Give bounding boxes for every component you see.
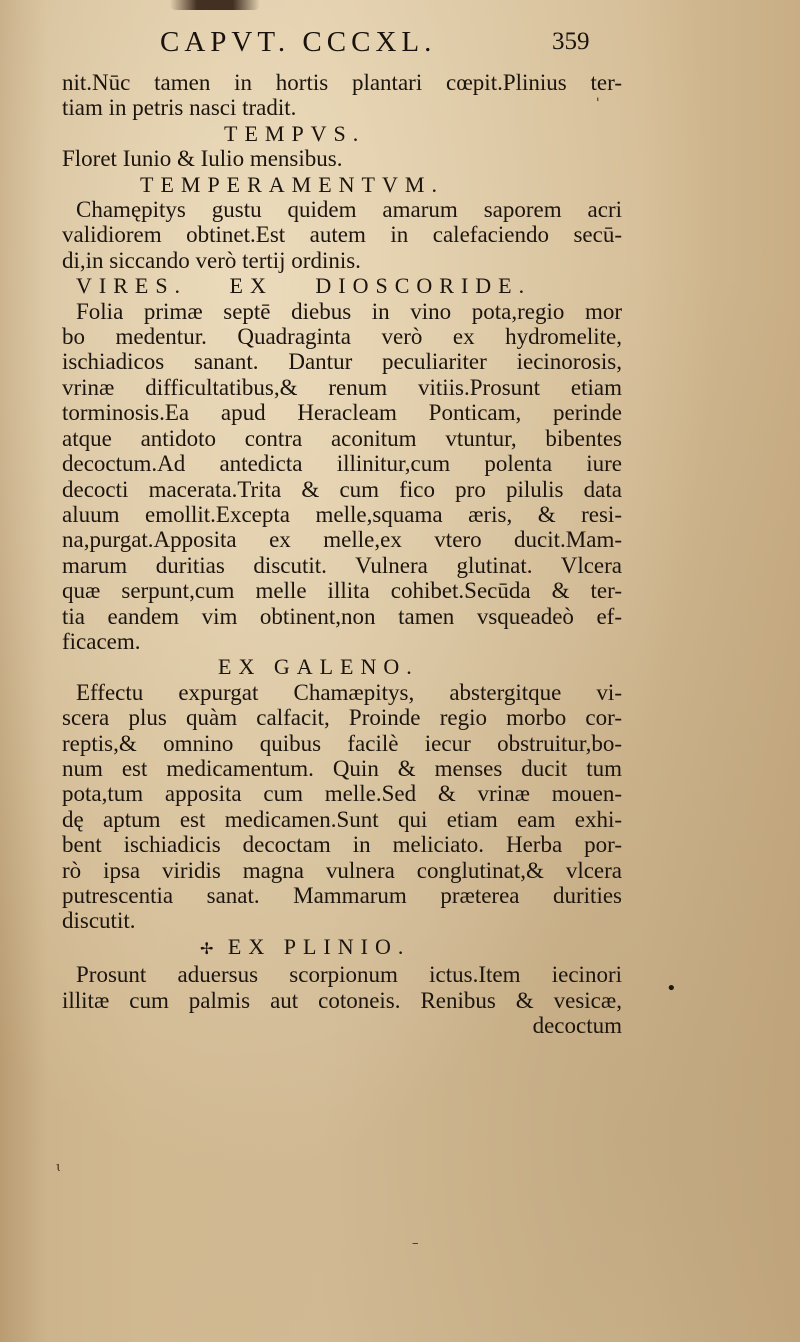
text-line: di,in siccando verò tertij ordinis. [62, 247, 361, 273]
text-line: Effectu expurgat Chamæpitys, abstergitque vi- [76, 679, 622, 705]
text-line: aluum emollit.Excepta melle,squama æris, & resi- [62, 501, 622, 527]
page-number: 359 [552, 28, 590, 55]
section-heading-galeno: EX GALENO. [218, 654, 419, 680]
text-line: dę aptum est medicamen.Sunt qui etiam eam exhi- [62, 806, 622, 832]
margin-bullet-icon: • [666, 978, 677, 999]
text-line: pota,tum apposita cum melle.Sed & vrinæ mouen- [62, 781, 622, 807]
text-line: Prosunt aduersus scorpionum ictus.Item iecinori [76, 962, 622, 988]
text-line: validiorem obtinet.Est autem in calefaciendo secū- [62, 222, 622, 248]
text-line: ficacem. [62, 628, 141, 654]
section-heading-plinio: ✢ EX PLINIO. [200, 933, 411, 959]
section-heading-temperamentum: TEMPERAMENTVM. [140, 171, 444, 197]
text-line: bent ischiadicis decoctam in meliciato. Herba por- [62, 832, 622, 858]
text-line: discutit. [62, 908, 136, 934]
text-line: nit.Nūc tamen in hortis plantari cœpit.Plinius ter- [62, 70, 622, 95]
text-line: torminosis.Ea apud Heracleam Ponticam, perinde [62, 400, 622, 426]
ink-speck: ' [596, 96, 600, 111]
text-line: num est medicamentum. Quin & menses ducit tum [62, 755, 622, 781]
text-line: rò ipsa viridis magna vulnera conglutinat,& vlcera [62, 857, 622, 883]
text-line: decoctum.Ad antedicta illinitur,cum polenta iure [62, 451, 622, 477]
text-line: marum duritias discutit. Vulnera glutinat. Vlcera [62, 552, 622, 578]
catchword: decoctum [532, 1013, 622, 1039]
ink-speck: ɩ [56, 1160, 62, 1175]
text-line: tiam in petris nasci tradit. [62, 95, 297, 121]
text-line: reptis,& omnino quibus facilè iecur obstruitur,bo- [62, 730, 622, 756]
text-line: Folia primæ septē diebus in vino pota,regio mor [76, 298, 622, 324]
text-line: atque antidoto contra aconitum vtuntur, bibentes [62, 425, 622, 451]
body-text [62, 70, 622, 1038]
text-line: na,purgat.Apposita ex melle,ex vtero ducit.Mam- [62, 527, 622, 553]
text-line: scera plus quàm calfacit, Proinde regio morbo cor- [62, 705, 622, 731]
text-line: quæ serpunt,cum melle illita cohibet.Secūda & ter- [62, 578, 622, 604]
top-edge-stain [170, 0, 260, 10]
ink-speck: – [412, 1236, 419, 1251]
section-heading-tempus: TEMPVS. [224, 120, 366, 146]
text-line: illitæ cum palmis aut cotoneis. Renibus & vesicæ, [62, 987, 622, 1013]
text-line: tia eandem vim obtinent,non tamen vsqueadeò ef- [62, 603, 622, 629]
section-heading-vires: VIRES. EX DIOSCORIDE. [76, 273, 532, 299]
text-line: Floret Iunio & Iulio mensibus. [62, 146, 343, 172]
heading-mark-icon: ✢ [200, 940, 216, 958]
text-line: decocti macerata.Trita & cum fico pro pilulis data [62, 476, 622, 502]
text-line: bo medentur. Quadraginta verò ex hydromelite, [62, 324, 622, 350]
text-line: Chamępitys gustu quidem amarum saporem acri [76, 197, 622, 223]
text-line: vrinæ difficultatibus,& renum vitiis.Prosunt etiam [62, 374, 622, 400]
text-line: putrescentia sanat. Mammarum præterea durities [62, 883, 622, 908]
running-title: CAPVT. CCCXL. [160, 26, 437, 58]
text-line: ischiadicos sanant. Dantur peculiariter iecinorosis, [62, 349, 622, 375]
